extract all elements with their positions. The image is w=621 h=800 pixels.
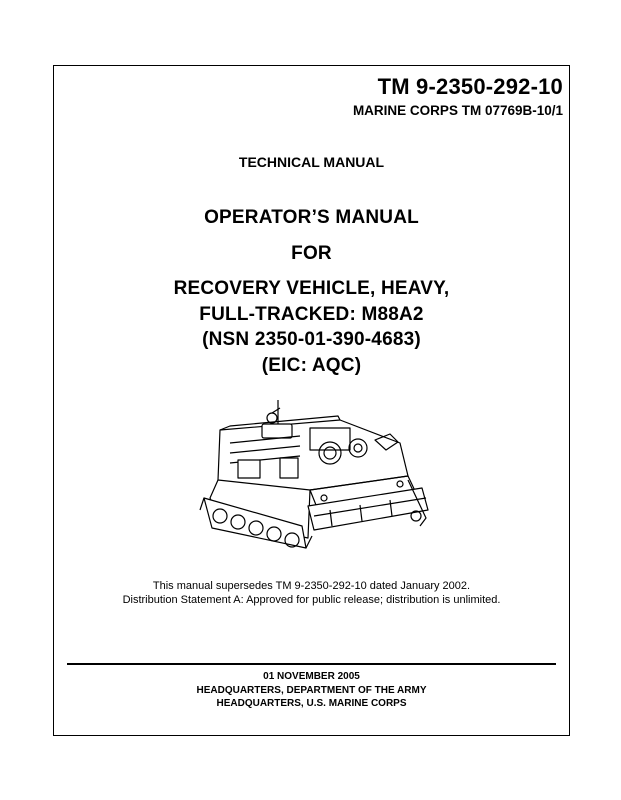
headquarters-marines: HEADQUARTERS, U.S. MARINE CORPS [216, 698, 407, 709]
marine-corps-tm-number: MARINE CORPS TM 07769B-10/1 [352, 103, 563, 118]
tm-number: TM 9-2350-292-10 [377, 74, 563, 99]
armored-recovery-vehicle-illustration [190, 398, 444, 558]
manual-category: TECHNICAL MANUAL [238, 154, 385, 170]
distribution-statement: Distribution Statement A: Approved for public release; distribution is unlimited. [122, 594, 501, 606]
title-line-5: (NSN 2350-01-390-4683) [202, 329, 421, 350]
footer-divider [67, 663, 556, 665]
supersedes-notice: This manual supersedes TM 9-2350-292-10 dated January 2002. [152, 580, 471, 592]
title-line-4: FULL-TRACKED: M88A2 [199, 304, 424, 325]
title-line-6: (EIC: AQC) [261, 355, 362, 376]
publication-date: 01 NOVEMBER 2005 [263, 671, 360, 682]
title-line-1: OPERATOR’S MANUAL [204, 207, 419, 228]
headquarters-army: HEADQUARTERS, DEPARTMENT OF THE ARMY [196, 685, 427, 696]
title-line-2: FOR [291, 243, 332, 264]
title-line-3: RECOVERY VEHICLE, HEAVY, [173, 278, 450, 299]
